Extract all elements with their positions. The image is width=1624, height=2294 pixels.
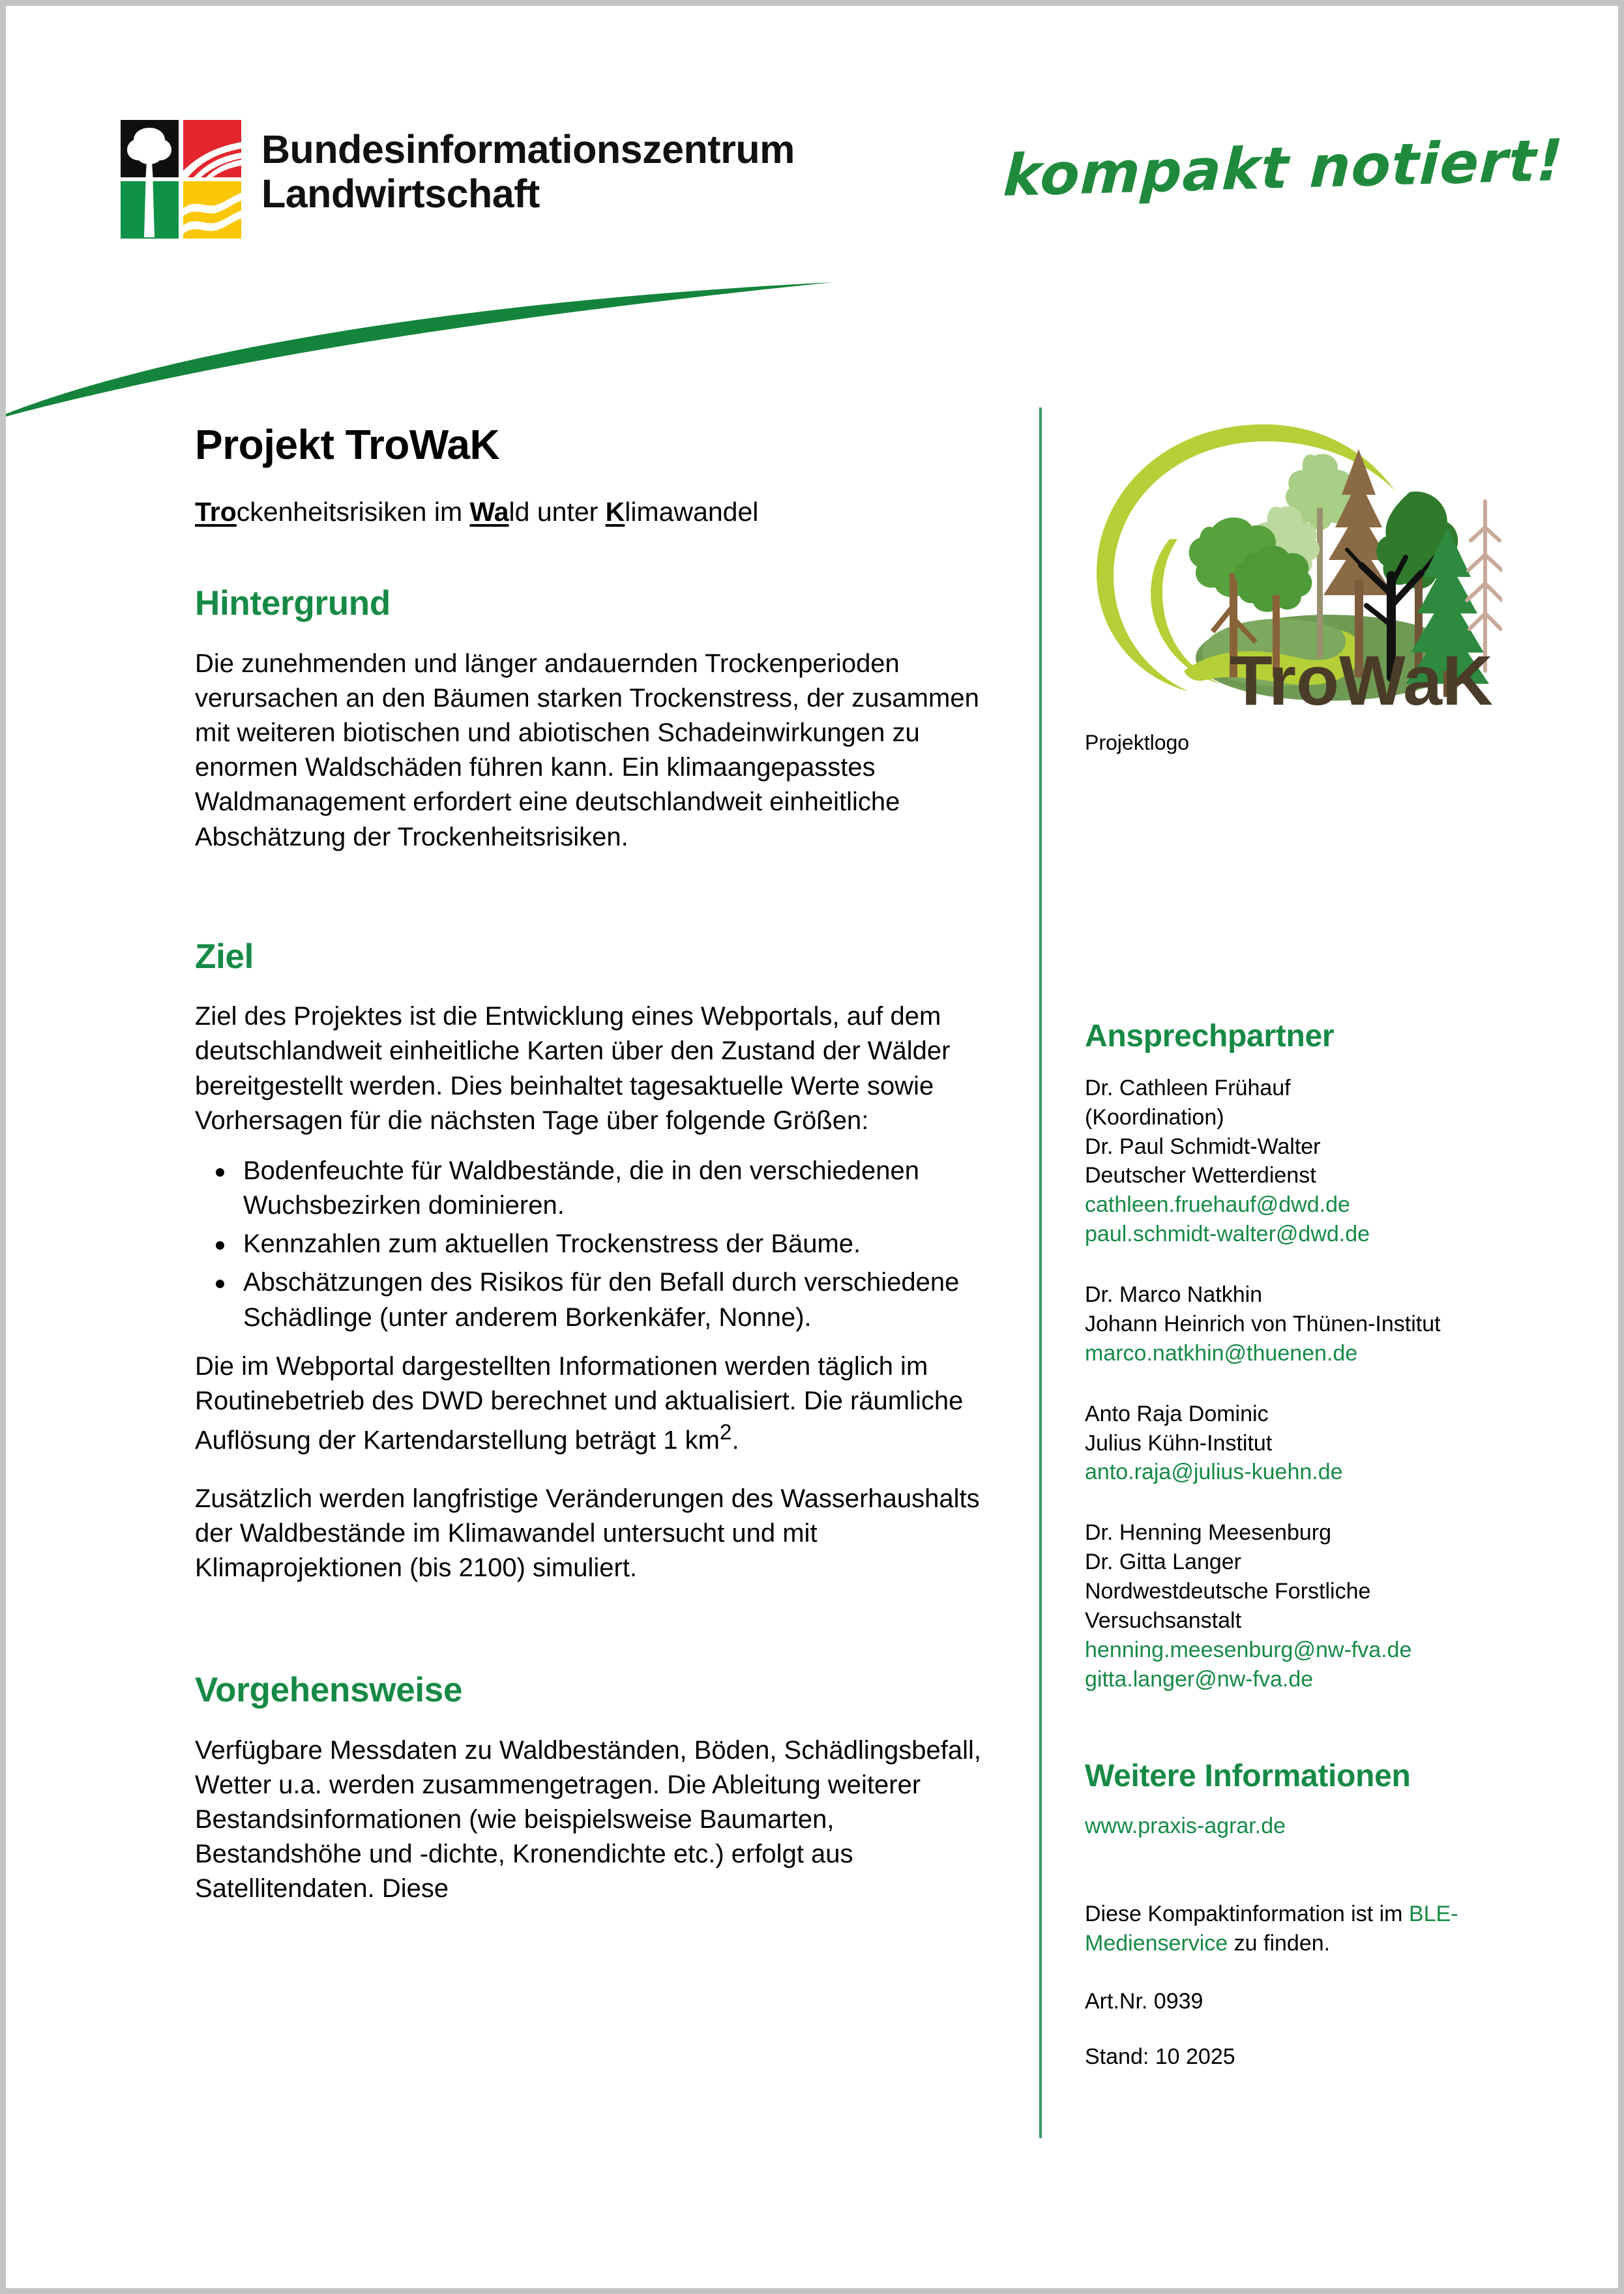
- subtitle-acronym-k: K: [605, 497, 625, 527]
- section-body-ziel-p2: [195, 1349, 1000, 1458]
- ziel-p2-text: Die im Webportal dargestellten Informationen werden täglich im Routinebetrieb des DWD berechnet und aktualisiert. Die räumliche Auflösung der Kartendarstellung beträgt 1 km: [195, 1351, 964, 1455]
- subtitle-text-1: ckenheitsrisiken im: [236, 497, 470, 527]
- revision-date: Stand: 10 2025: [1085, 2044, 1235, 2069]
- subtitle-acronym-wa: Wa: [469, 497, 509, 527]
- contact-email[interactable]: gitta.langer@nw-fva.de: [1085, 1666, 1314, 1692]
- contact-line: Dr. Henning Meesenburg: [1085, 1520, 1332, 1546]
- main-column: [195, 423, 1000, 1907]
- section-body-vorgehensweise: Verfügbare Messdaten zu Waldbeständen, Böden, Schädlingsbefall, Wetter u.a. werden zusammengetragen. Die Ableitung weiterer Bestandsinformationen (wie beispielsweise Baumarten, Bestandshöhe und -dichte, Kronendichte etc.) erfolgt aus Satellitendaten. Diese: [195, 1735, 981, 1904]
- page-header: [6, 6, 1618, 397]
- ble-logo-mark: [121, 120, 241, 239]
- subtitle-acronym-tro: Tro: [195, 497, 237, 527]
- medienservice-note: [1085, 1900, 1541, 1958]
- list-item: Abschätzungen des Risikos für den Befall durch verschiedene Schädlinge (unter anderem Borkenkäfer, Nonne).: [243, 1265, 1000, 1334]
- page-subtitle: [195, 495, 1000, 529]
- ble-wordmark-line2: Landwirtschaft: [261, 171, 540, 216]
- section-heading-hintergrund: Hintergrund: [195, 584, 391, 623]
- contact-email[interactable]: paul.schmidt-walter@dwd.de: [1085, 1222, 1370, 1247]
- section-body-hintergrund: Die zunehmenden und länger andauernden Trockenperioden verursachen an den Bäumen starken Trockenstress, der zusammen mit weiteren biotischen und abiotischen Schadeinwirkungen zu enormen Waldschäden führen kann. Ein klimaangepasstes Waldmanagement erfordert eine deutschlandweit einheitliche Abschätzung der Trockenheitsrisiken.: [195, 649, 979, 851]
- contact-line: Dr. Cathleen Frühauf: [1085, 1075, 1291, 1100]
- contact-block: [1085, 1280, 1541, 1368]
- contact-line: Julius Kühn-Institut: [1085, 1430, 1273, 1456]
- contact-line: Nordwestdeutsche Forstliche: [1085, 1579, 1371, 1604]
- contact-email[interactable]: cathleen.fruehauf@dwd.de: [1085, 1192, 1350, 1218]
- column-divider: [1039, 407, 1042, 2138]
- note-text-pre: Diese Kompaktinformation ist im: [1085, 1902, 1409, 1927]
- trowak-logo-graphic: [1085, 410, 1502, 716]
- spacer: [1085, 1841, 1541, 1881]
- trowak-wordmark: TroWaK: [1230, 641, 1493, 716]
- subtitle-text-3: limawandel: [625, 497, 759, 527]
- contact-block: [1085, 1518, 1541, 1694]
- contact-line: Anto Raja Dominic: [1085, 1401, 1269, 1426]
- spacer: [1085, 1694, 1541, 1759]
- contact-line: Versuchsanstalt: [1085, 1608, 1242, 1633]
- contact-line: Deutscher Wetterdienst: [1085, 1163, 1316, 1188]
- page-sheet: [6, 6, 1618, 2288]
- project-logo: [1085, 410, 1502, 716]
- section-heading-vorgehensweise: Vorgehensweise: [195, 1671, 463, 1710]
- ziel-bullet-list: [195, 1154, 1000, 1335]
- contact-line: Dr. Paul Schmidt-Walter: [1085, 1134, 1321, 1159]
- superscript-squared: 2: [719, 1420, 732, 1445]
- contact-email[interactable]: anto.raja@julius-kuehn.de: [1085, 1460, 1343, 1485]
- section-heading-ziel: Ziel: [195, 937, 254, 976]
- ble-wordmark: [261, 127, 795, 216]
- sidebar-column: [1085, 1020, 1541, 2072]
- article-number: Art.Nr. 0939: [1085, 1988, 1203, 2014]
- list-item: Bodenfeuchte für Waldbestände, die in den verschiedenen Wuchsbezirken dominieren.: [243, 1154, 1000, 1223]
- section-heading-ansprechpartner: Ansprechpartner: [1085, 1019, 1335, 1053]
- contact-block: [1085, 1400, 1541, 1488]
- section-heading-weitere-informationen: Weitere Informationen: [1085, 1758, 1411, 1793]
- section-body-ziel-intro: Ziel des Projektes ist die Entwicklung eines Webportals, auf dem deutschlandweit einheitliche Karten über den Zustand der Wälder bereitgestellt werden. Dies beinhaltet tagesaktuelle Werte sowie Vorhersagen für die nächsten Tage über folgende Größen:: [195, 1002, 951, 1135]
- list-item: Kennzahlen zum aktuellen Trockenstress der Bäume.: [243, 1227, 1000, 1261]
- ziel-p2-tail: .: [731, 1426, 739, 1455]
- website-link[interactable]: www.praxis-agrar.de: [1085, 1814, 1286, 1839]
- contact-line: Johann Heinrich von Thünen-Institut: [1085, 1311, 1441, 1336]
- contact-email[interactable]: marco.natkhin@thuenen.de: [1085, 1340, 1358, 1366]
- website-link-row: [1085, 1812, 1541, 1841]
- ble-wordmark-line1: Bundesinformationszentrum: [261, 127, 795, 171]
- contact-line: Dr. Gitta Langer: [1085, 1550, 1242, 1575]
- ble-logo: [121, 120, 795, 239]
- series-title: kompakt notiert!: [1001, 126, 1565, 209]
- section-body-ziel-p3: Zusätzlich werden langfristige Veränderungen des Wasserhaushalts der Waldbestände im Klimawandel untersucht und mit Klimaprojektionen (bis 2100) simuliert.: [195, 1484, 980, 1583]
- contact-email[interactable]: henning.meesenburg@nw-fva.de: [1085, 1637, 1412, 1662]
- ble-medienservice-link[interactable]: BLE-Medienservice: [1085, 1902, 1458, 1956]
- contact-line: (Koordination): [1085, 1104, 1224, 1130]
- note-text-post: zu finden.: [1228, 1931, 1331, 1956]
- contact-block: [1085, 1074, 1541, 1249]
- green-swoosh-decoration: [6, 260, 866, 417]
- page-title: Projekt TroWaK: [195, 421, 500, 468]
- subtitle-text-2: ld unter: [509, 497, 606, 527]
- contact-line: Dr. Marco Natkhin: [1085, 1282, 1263, 1308]
- project-logo-caption: Projektlogo: [1085, 731, 1190, 754]
